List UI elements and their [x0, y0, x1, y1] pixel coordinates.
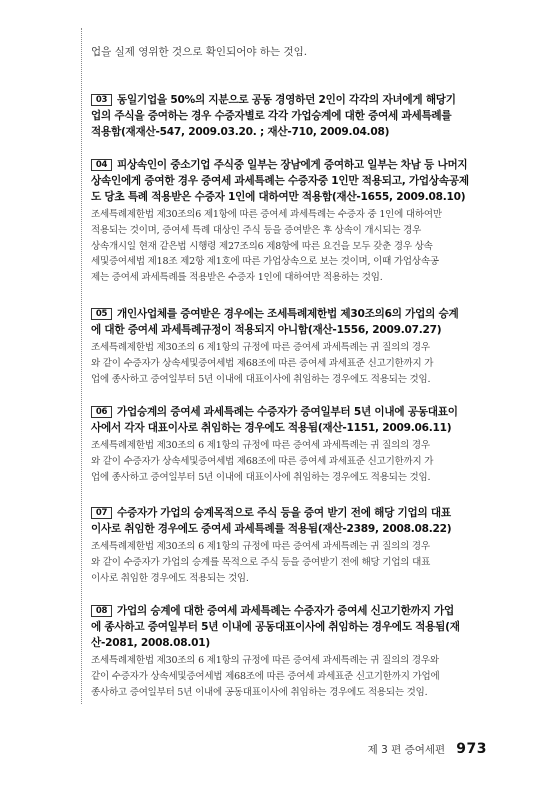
- item-body: [91, 539, 491, 586]
- body-line: 와 같이 수증자가 상속세및증여세법 제68조에 따른 증여세 과세표준 신고기한까지 가: [91, 357, 434, 369]
- heading-line: 상속인에게 증여한 경우 증여세 과세특례는 수증자중 1인만 적용되고, 가업상속공제: [91, 175, 469, 187]
- item-heading: [91, 157, 491, 205]
- item-07: [91, 505, 491, 586]
- item-body: [91, 653, 491, 700]
- item-number-box: 03: [91, 94, 112, 106]
- item-heading: [91, 603, 491, 651]
- item-08: [91, 603, 491, 700]
- item-04: [91, 157, 491, 286]
- item-heading: [91, 404, 491, 436]
- body-line: 적용되는 것이며, 증여세 특례 대상인 주식 등을 증여받은 후 상속이 개시되는 경우: [91, 224, 422, 236]
- body-line: 업에 종사하고 증여일부터 5년 이내에 대표이사에 취임하는 경우에도 적용되는 것임.: [91, 471, 431, 483]
- item-heading: [91, 306, 491, 338]
- item-body: [91, 438, 491, 485]
- item-body: [91, 340, 491, 387]
- item-number-box: 05: [91, 308, 112, 320]
- heading-line: 업의 주식을 증여하는 경우 수증자별로 각각 가업승계에 대한 증여세 과세특례를: [91, 110, 452, 122]
- heading-line: 피상속인이 중소기업 주식중 일부는 장남에게 증여하고 일부는 차남 등 나머지: [117, 159, 468, 171]
- item-heading: [91, 505, 491, 537]
- body-line: 와 같이 수증자가 상속세및증여세법 제68조에 따른 증여세 과세표준 신고기한까지 가: [91, 455, 434, 467]
- heading-line: 도 당초 특례 적용받은 수증자 1인에 대하여만 적용함(재산-1655, 2009.08.10): [91, 191, 466, 203]
- heading-line: 산-2081, 2008.08.01): [91, 637, 210, 649]
- item-heading: [91, 92, 491, 140]
- item-03: [91, 92, 491, 140]
- item-body: [91, 207, 491, 286]
- intro-text: 업을 실제 영위한 것으로 확인되어야 하는 것임.: [91, 46, 308, 58]
- left-dotted-rule: [81, 28, 82, 704]
- heading-line: 동일기업을 50%의 지분으로 공동 경영하던 2인이 각각의 자녀에게 해당기: [117, 94, 456, 106]
- heading-line: 에 대한 증여세 과세특례규정이 적용되지 아니함(재산-1556, 2009.07.27): [91, 324, 442, 336]
- item-number-box: 07: [91, 507, 112, 519]
- body-line: 종사하고 증여일부터 5년 이내에 공동대표이사에 취임하는 경우에도 적용되는 것임.: [91, 686, 428, 698]
- body-line: 이사로 취임한 경우에도 적용되는 것임.: [91, 572, 249, 584]
- heading-line: 개인사업체를 증여받은 경우에는 조세특례제한법 제30조의6의 가업의 승계: [117, 308, 459, 320]
- body-line: 조세특례제한법 제30조의 6 제1항의 규정에 따른 증여세 과세특례는 귀 질의의 경우: [91, 541, 430, 552]
- page-footer: [0, 738, 487, 757]
- item-number-box: 06: [91, 406, 112, 418]
- heading-line: 이사로 취임한 경우에도 증여세 과세특례를 적용됨(재산-2389, 2008.08.22): [91, 523, 452, 535]
- body-line: 업에 종사하고 증여일부터 5년 이내에 대표이사에 취임하는 경우에도 적용되는 것임.: [91, 373, 431, 385]
- body-line: 세및증여세법 제18조 제2항 제1호에 따른 가업상속으로 보는 것이며, 이때 가업상속공: [91, 256, 439, 268]
- heading-line: 가업의 승계에 대한 증여세 과세특례는 수증자가 증여세 신고기한까지 가업: [117, 605, 454, 617]
- body-line: 상속개시일 현재 같은법 시행령 제27조의6 제8항에 따른 요건을 모두 갖춘 경우 상속: [91, 240, 433, 252]
- heading-line: 사에서 각자 대표이사로 취임하는 경우에도 적용됨(재산-1151, 2009.06.11): [91, 422, 452, 434]
- heading-line: 가업승계의 증여세 과세특례는 수증자가 증여일부터 5년 이내에 공동대표이: [117, 406, 458, 418]
- body-line: 제는 증여세 과세특례를 적용받은 수증자 1인에 대하여만 적용하는 것임.: [91, 272, 383, 284]
- item-number-box: 04: [91, 159, 112, 171]
- heading-line: 수증자가 가업의 승계목적으로 주식 등을 증여 받기 전에 해당 기업의 대표: [117, 507, 451, 519]
- body-line: 와 같이 수증자가 가업의 승계를 목적으로 주식 등을 증여받기 전에 해당 기업의 대표: [91, 556, 431, 568]
- page-number: 973: [456, 741, 487, 757]
- item-06: [91, 404, 491, 485]
- item-number-box: 08: [91, 605, 112, 617]
- body-line: 조세특례제한법 제30조의6 제1항에 따른 증여세 과세특례는 수증자 중 1인에 대하여만: [91, 209, 442, 220]
- body-line: 조세특례제한법 제30조의 6 제1항의 규정에 따른 증여세 과세특례는 귀 질의의 경우와: [91, 655, 439, 666]
- heading-line: 적용함(재재산-547, 2009.03.20. ; 재산-710, 2009.04.08): [91, 126, 390, 138]
- item-05: [91, 306, 491, 387]
- body-line: 조세특례제한법 제30조의 6 제1항의 규정에 따른 증여세 과세특례는 귀 질의의 경우: [91, 342, 430, 353]
- body-line: 조세특례제한법 제30조의 6 제1항의 규정에 따른 증여세 과세특례는 귀 질의의 경우: [91, 440, 430, 451]
- body-line: 같이 수증자가 상속세및증여세법 제68조에 따른 증여세 과세표준 신고기한까지 가업에: [91, 670, 440, 682]
- footer-section: 제 3 편 증여세편: [367, 744, 446, 756]
- heading-line: 에 종사하고 증여일부터 5년 이내에 공동대표이사에 취임하는 경우에도 적용됨(재: [91, 621, 460, 633]
